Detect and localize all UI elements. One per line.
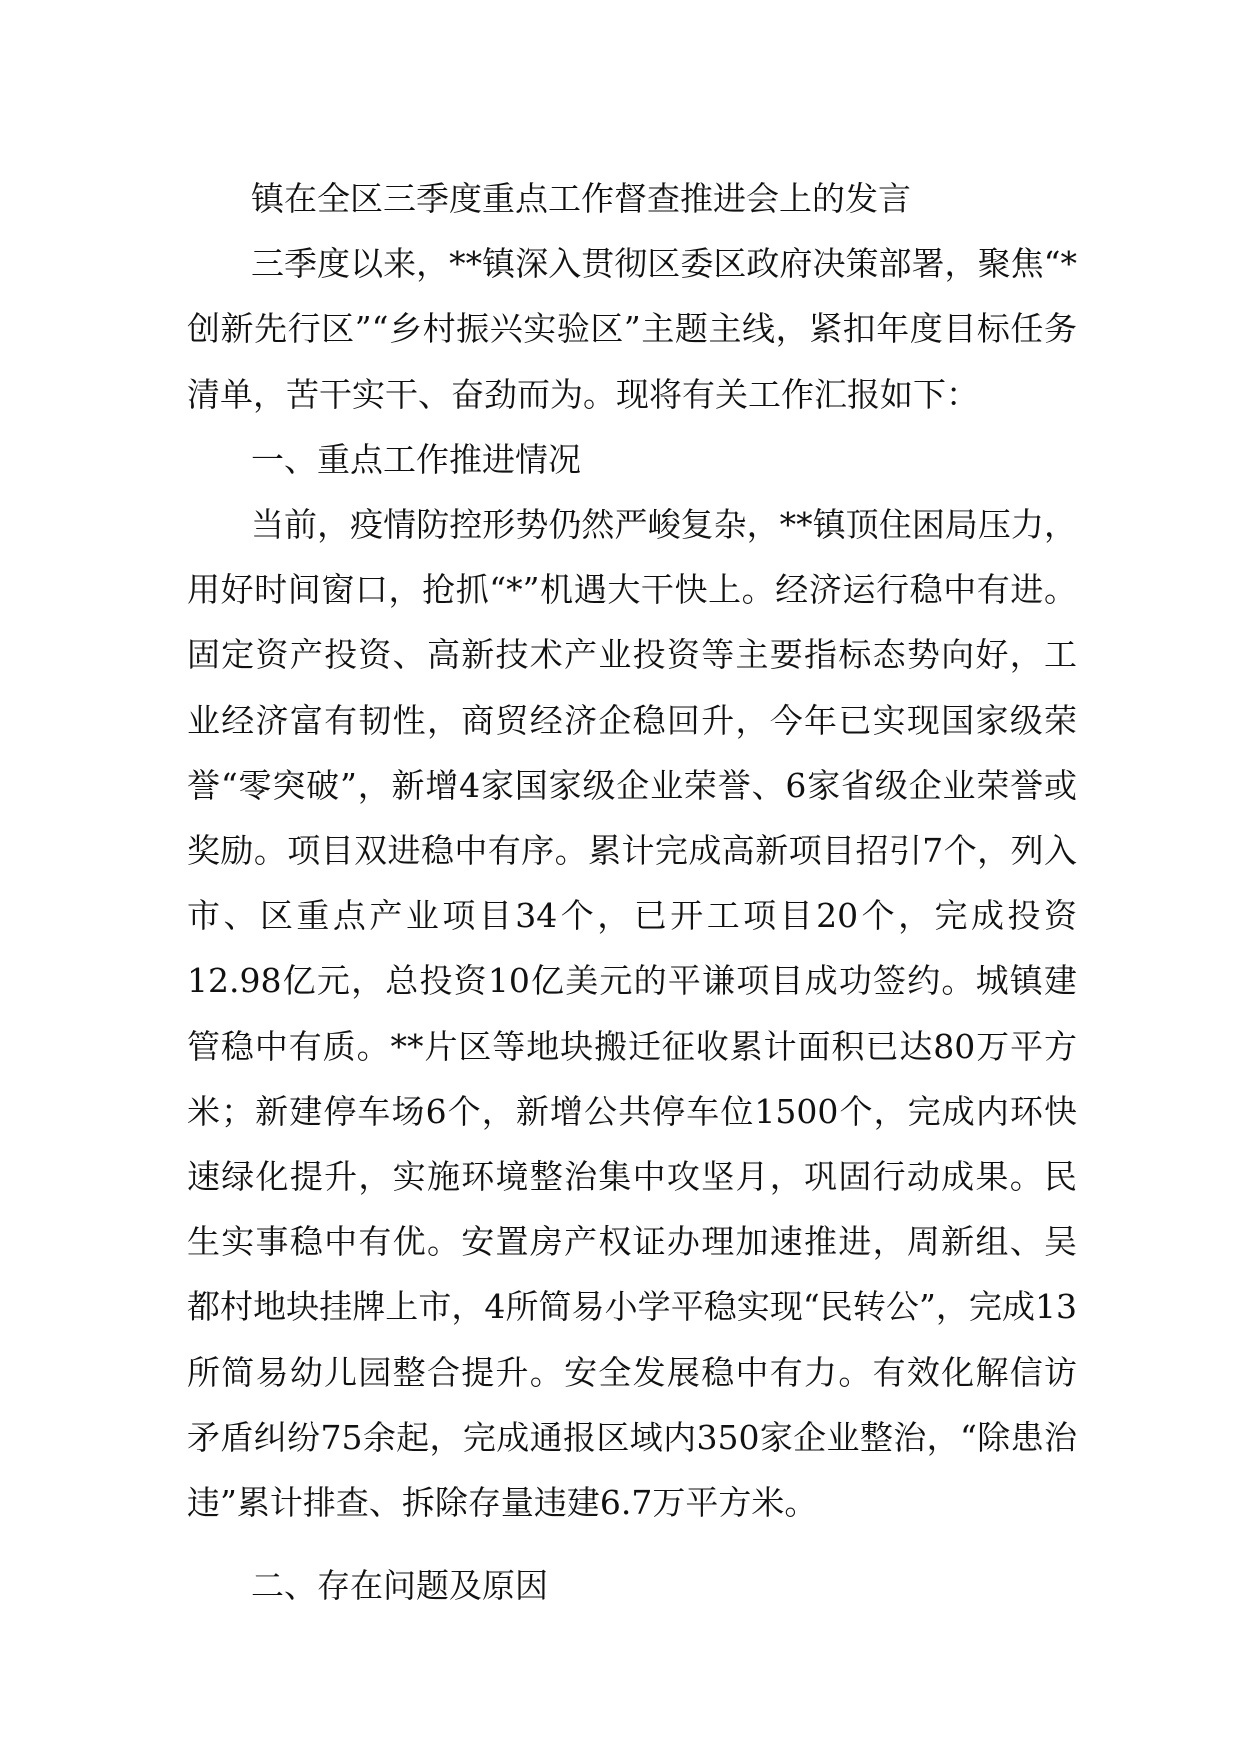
document-body <box>187 166 1077 1618</box>
document-title: 镇在全区三季度重点工作督查推进会上的发言 <box>251 179 911 218</box>
section-heading-key-work: 一、重点工作推进情况 <box>251 439 581 479</box>
section-heading-problems: 二、存在问题及原因 <box>251 1566 548 1606</box>
intro-paragraph: 三季度以来，**镇深入贯彻区委区政府决策部署，聚焦“*创新先行区”“乡村振兴实验区”主题主线，紧扣年度目标任务清单，苦干实干、奋劲而为。现将有关工作汇报如下： <box>187 244 1077 414</box>
progress-paragraph: 当前，疫情防控形势仍然严峻复杂，**镇顶住困局压力，用好时间窗口，抢抓“*”机遇大干快上。经济运行稳中有进。固定资产投资、高新技术产业投资等主要指标态势向好，工业经济富有韧性，商贸经济企稳回升，今年已实现国家级荣誉“零突破”，新增4家国家级企业荣誉、6家省级企业荣誉或奖励。项目双进稳中有序。累计完成高新项目招引7个，列入市、区重点产业项目34个，已开工项目20个，完成投资12.98亿元，总投资10亿美元的平谦项目成功签约。城镇建管稳中有质。**片区等地块搬迁征收累计面积已达80万平方米；新建停车场6个，新增公共停车位1500个，完成内环快速绿化提升，实施环境整治集中攻坚月，巩固行动成果。民生实事稳中有优。安置房产权证办理加速推进，周新组、吴都村地块挂牌上市，4所简易小学平稳实现“民转公”，完成13所简易幼儿园整合提升。安全发展稳中有力。有效化解信访矛盾纠纷75余起，完成通报区域内350家企业整治，“除患治违”累计排查、拆除存量违建6.7万平方米。 <box>187 505 1077 1523</box>
